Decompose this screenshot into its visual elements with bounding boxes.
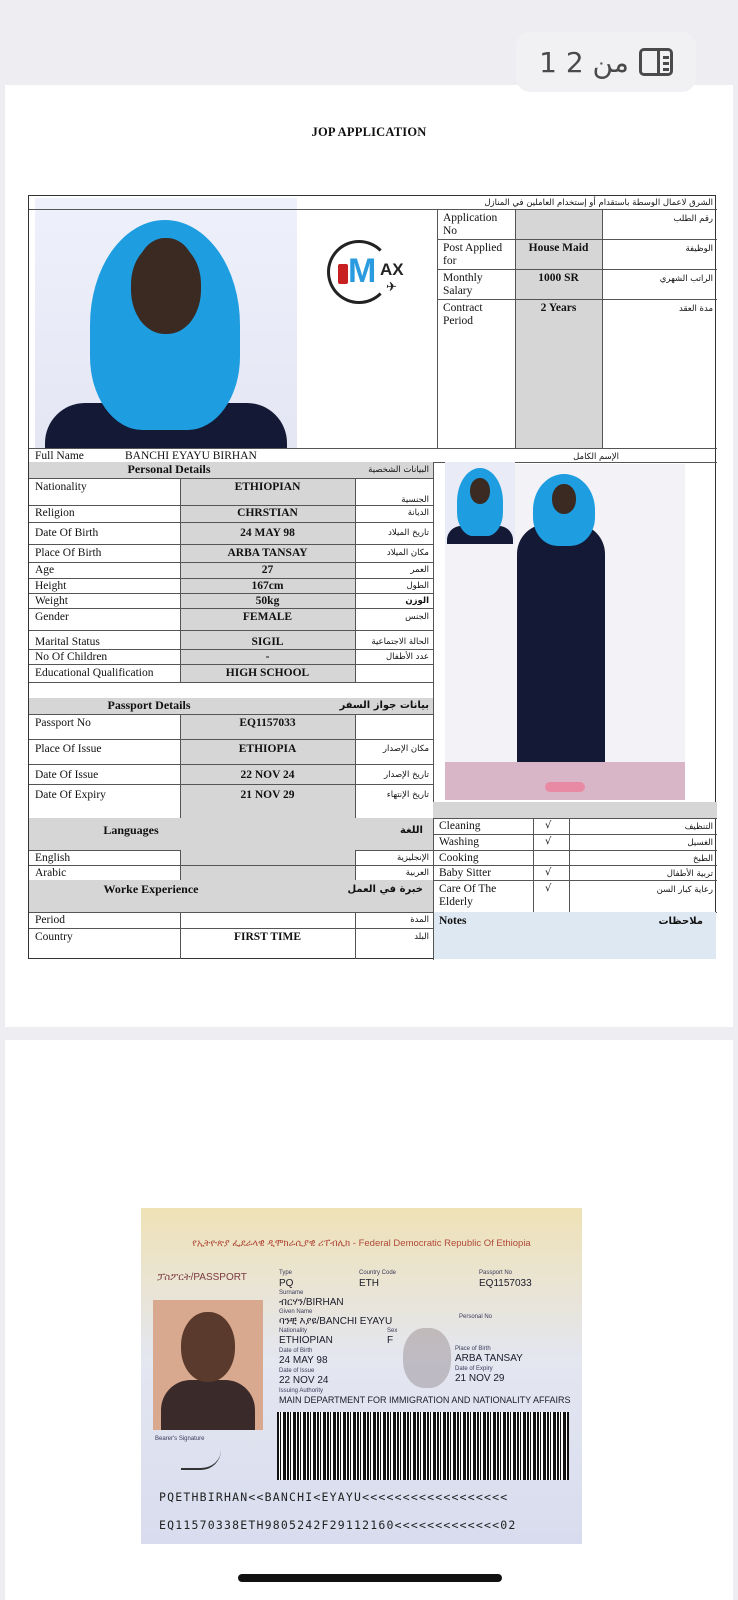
luggage-icon — [338, 264, 348, 284]
passport-doc-label: ፓስፖርት/PASSPORT — [157, 1272, 247, 1283]
application-form: الشرق لاعمال الوسطة باستقدام أو إستخدام العاملين في المنازل M AX ✈ Application No رقم الطلب Post Applied for House Maid الوظيفة Monthly Salary 1000 SR الراتب الشهري Contract Period 2 Years مدة العقد Full Name BANCHI EYAYU BIRHAN الإسم الكامل Personal Details البيانات الشخصية Nationality ETHIOPIAN الجنسية Religion CHRSTIAN الديانة Date Of Birth 24 MAY 98 تاريخ الميلاد Place Of Birth ARBA TANSAY مكان الميلاد Age 27 العمر Height 167cm الطول Weight 50kg الوزن Gender FEMALE الجنس Marital Status SIGIL الحالة الاجتماعية No Of Children - عدد الأطفال Educational Qualification HIGH SCHOOL Passport Details بيانات جواز السفر Passport No EQ1157033 Place Of Issue ETHIOPIA مكان الإصدار Date Of Issue 22 NOV 24 تاريخ الإصدار Date Of Expiry 21 NOV 29 تاريخ الإنتهاء Languages اللغة English الإنجليزية Arabic العربية Worke Experience خبرة في العمل Period المدة Country FIRST TIME البلد Cleaning √ التنظيف Washing √ الغسيل Cooking الطبخ Baby Sitter √ تربية الأطفال Care Of The Elderly √ رعاية كبار السن Notes ملاحظات — [28, 195, 716, 959]
check-icon: √ — [545, 820, 552, 831]
sidebar-toggle-icon — [639, 48, 673, 76]
home-indicator[interactable] — [238, 1574, 502, 1582]
document-title: JOP APPLICATION — [311, 125, 427, 139]
passport-ghost-photo — [403, 1328, 451, 1388]
mrz-line-2: EQ11570338ETH9805242F29112160<<<<<<<<<<<<<02 — [159, 1518, 517, 1532]
applicant-small-photo — [445, 462, 515, 544]
personal-details-title: Personal Details — [127, 462, 211, 476]
contract-value: 2 Years — [540, 302, 577, 314]
document-page-1 — [5, 85, 733, 1027]
check-icon: √ — [545, 883, 552, 894]
passport-details-title: Passport Details — [107, 698, 191, 712]
airplane-icon: ✈ — [386, 280, 397, 295]
company-header: الشرق لاعمال الوسطة باستقدام أو إستخدام العاملين في المنازل — [484, 198, 713, 208]
mrz-line-1: PQETHBIRHAN<<BANCHI<EYAYU<<<<<<<<<<<<<<<<<< — [159, 1490, 509, 1504]
passport-number: EQ1157033 — [479, 1278, 532, 1289]
work-experience-title: Worke Experience — [103, 882, 199, 896]
post-label: Post Applied for — [443, 242, 503, 267]
passport-header: የኢትዮጵያ ፌደራላዊ ዲሞክራሲያዊ ሪፐብሊክ - Federal Democratic Republic Of Ethiopia — [192, 1238, 531, 1249]
full-name-value: BANCHI EYAYU BIRHAN — [125, 450, 257, 462]
application-no-label: Application No — [443, 212, 498, 237]
page-indicator[interactable] — [516, 32, 696, 92]
salary-label: Monthly Salary — [443, 272, 483, 297]
page-indicator-text: 1 من 2 — [539, 45, 629, 79]
post-value: House Maid — [528, 242, 589, 254]
company-logo: M AX ✈ — [324, 236, 416, 308]
languages-title: Languages — [103, 823, 159, 837]
salary-value: 1000 SR — [538, 272, 579, 284]
passport-photo — [153, 1300, 263, 1430]
check-icon: √ — [545, 867, 552, 878]
document-page-2 — [5, 1040, 733, 1600]
notes-label: Notes — [439, 915, 467, 927]
applicant-photo — [35, 198, 297, 448]
full-name-label: Full Name — [35, 450, 84, 462]
check-icon: √ — [545, 836, 552, 847]
passport-scan: የኢትዮጵያ ፌደራላዊ ዲሞክራሲያዊ ሪፐብሊክ - Federal Democratic Republic Of Ethiopia ፓስፖርት/PASSPORT Type PQ Country Code ETH Passport No EQ1157033 Surname ብርሃን/BIRHAN Given Name ባንቺ እያዩ/BANCHI EYAYU Nationality ETHIOPIAN Sex F Personal No Date of Birth 24 MAY 98 Place of Birth ARBA TANSAY Date of Issue 22 NOV 24 Date of Expiry 21 NOV 29 Issuing Authority MAIN DEPARTMENT FOR IMMIGRATION AND NATIONALITY AFFAIRS Bearer's Signature PQETHBIRHAN<<BANCHI<EYAYU<<<<<<<<<<<<<<<<<< EQ11570338ETH9805242F29112160<<<<<<<<<<<<<02 — [141, 1208, 582, 1544]
contract-label: Contract Period — [443, 302, 483, 327]
passport-barcode — [277, 1412, 569, 1480]
bearer-signature — [181, 1448, 221, 1470]
